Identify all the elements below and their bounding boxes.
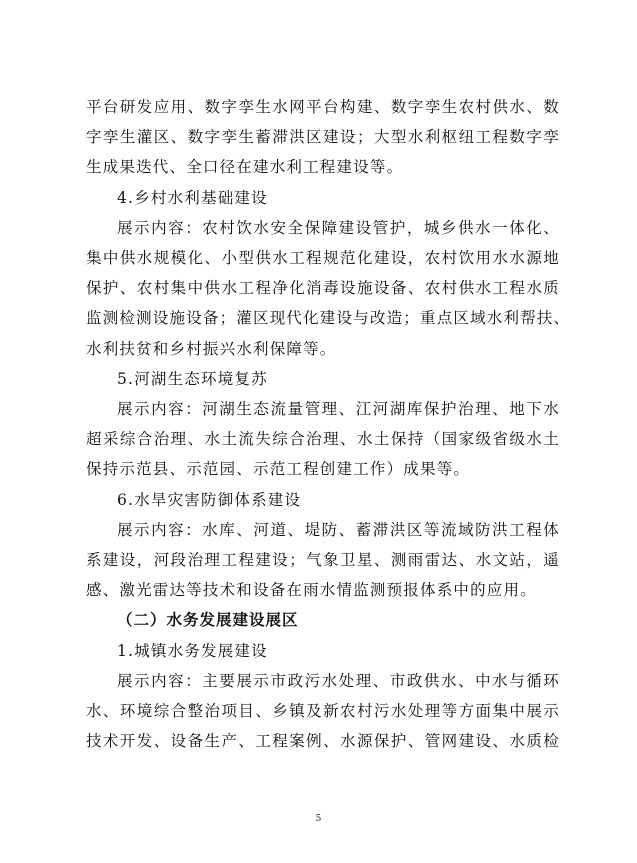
text-line: 感、激光雷达等技术和设备在雨水情监测预报体系中的应用。 — [86, 581, 537, 600]
text-line: 生成果迭代、全口径在建水利工程建设等。 — [86, 158, 404, 177]
text-line: 保持示范县、示范园、示范工程创建工作）成果等。 — [86, 460, 471, 479]
text-line: 4.乡村水利基础建设 — [117, 188, 268, 207]
text-line: 水、环境综合整治项目、乡镇及新农村污水处理等方面集中展示 — [86, 702, 560, 720]
text-line: 保护、农村集中供水工程净化消毒设施设备、农村供水工程水质 — [86, 279, 560, 298]
text-line: 5.河湖生态环境复苏 — [117, 369, 268, 388]
text-line: 展示内容：河湖生态流量管理、江河湖库保护治理、地下水 — [117, 400, 560, 418]
text-line: 水利扶贫和乡村振兴水利保障等。 — [86, 339, 337, 358]
text-line: 展示内容：主要展示市政污水处理、市政供水、中水与循环 — [117, 671, 560, 690]
text-line: 1.城镇水务发展建设 — [117, 641, 268, 660]
section-heading: （二）水务发展建设展区 — [117, 611, 299, 630]
page-number: 5 — [315, 814, 322, 824]
text-line: 6.水旱灾害防御体系建设 — [117, 490, 302, 509]
text-line: 集中供水规模化、小型供水工程规范化建设，农村饮用水水源地 — [86, 249, 560, 267]
text-line: 技术开发、设备生产、工程案例、水源保护、管网建设、水质检 — [86, 732, 560, 751]
text-line: 监测检测设施设备；灌区现代化建设与改造；重点区域水利帮扶、 — [86, 309, 571, 328]
text-line: 展示内容：农村饮水安全保障建设管护，城乡供水一体化、 — [117, 218, 560, 237]
text-line: 平台研发应用、数字孪生水网平台构建、数字孪生农村供水、数 — [86, 98, 560, 116]
text-line: 超采综合治理、水土流失综合治理、水土保持（国家级省级水土 — [86, 430, 560, 449]
text-line: 展示内容：水库、河道、堤防、蓄滞洪区等流域防洪工程体 — [117, 520, 560, 539]
text-line: 字孪生灌区、数字孪生蓄滞洪区建设；大型水利枢纽工程数字孪 — [86, 128, 560, 147]
text-line: 系建设，河段治理工程建设；气象卫星、测雨雷达、水文站，遥 — [86, 551, 560, 569]
